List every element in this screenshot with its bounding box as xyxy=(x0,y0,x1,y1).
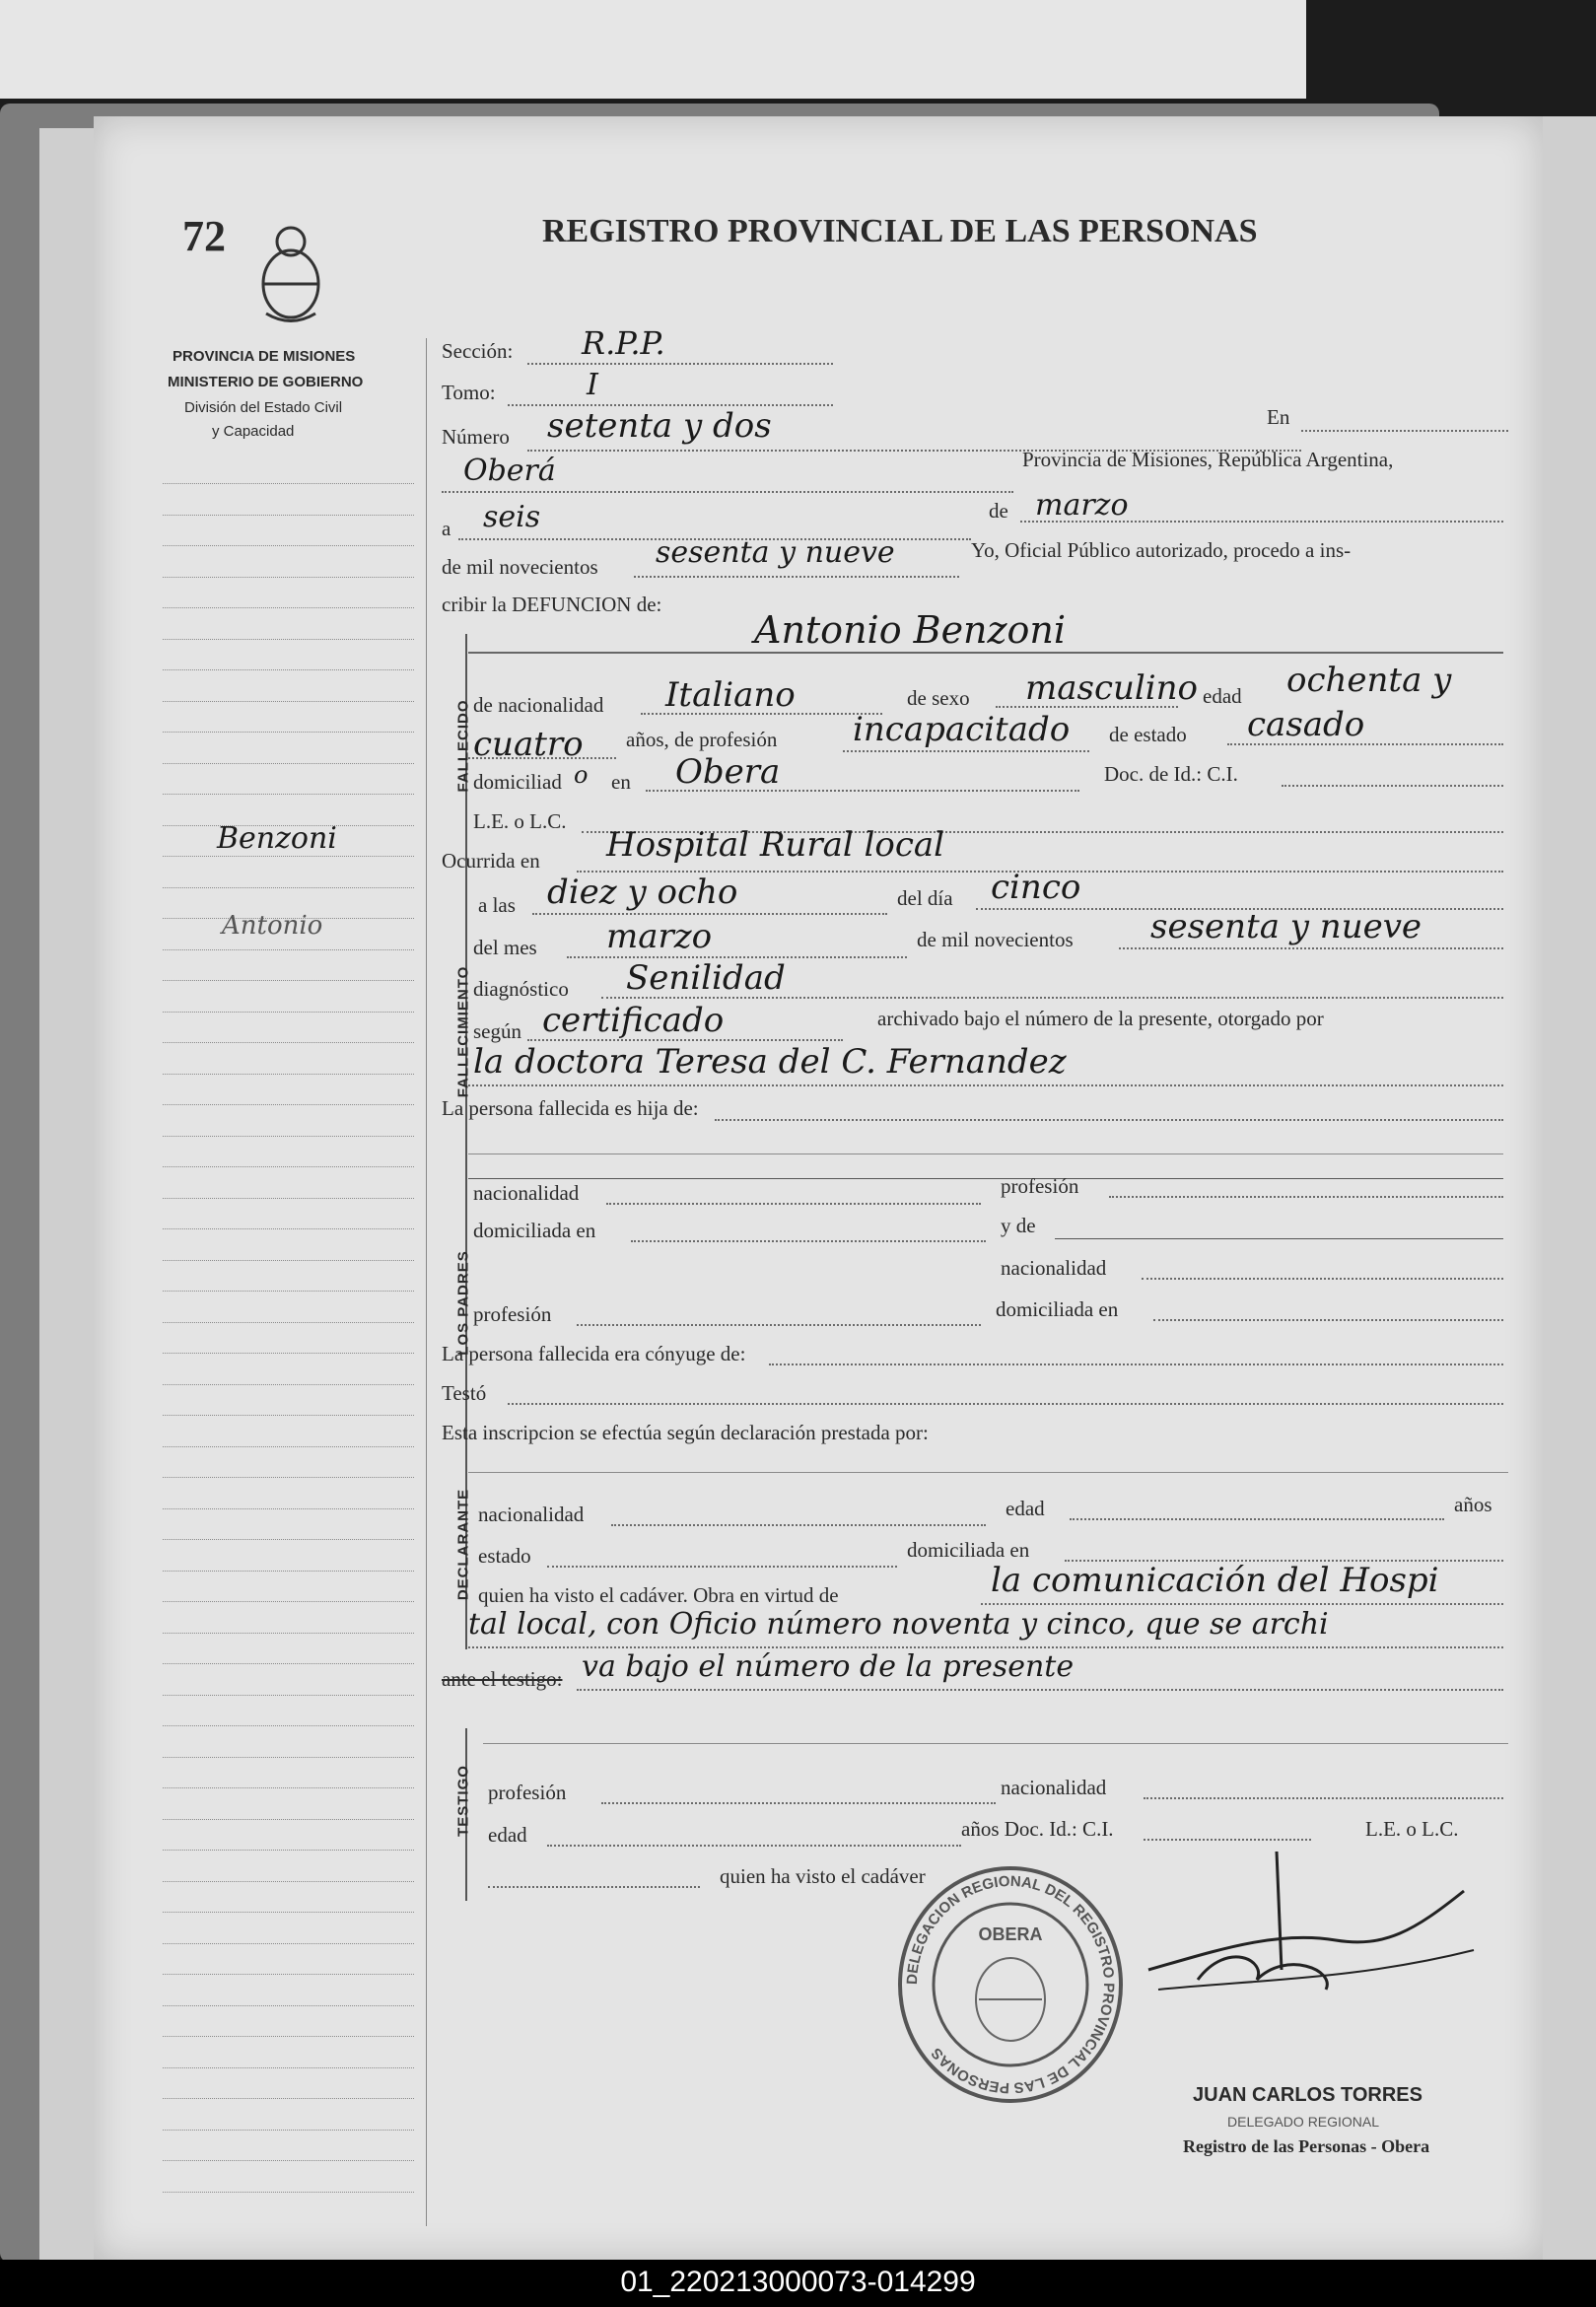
margin-rule-line xyxy=(163,2130,414,2131)
label-declarante-quien: quien ha visto el cadáver. Obra en virtud de xyxy=(478,1583,839,1607)
label-padres-domiciliada: domiciliada en xyxy=(473,1219,596,1242)
label-testigo-profesion: profesión xyxy=(488,1781,567,1804)
office-division: División del Estado Civil xyxy=(184,399,343,416)
margin-rule-line xyxy=(163,1260,414,1261)
margin-rule-line xyxy=(163,1042,414,1043)
label-numero: Número xyxy=(442,425,510,449)
side-label-los-padres: LOS PADRES xyxy=(454,1250,472,1356)
margin-rule-line xyxy=(163,1539,414,1540)
margin-divider xyxy=(426,338,427,2226)
margin-rule-line xyxy=(163,607,414,608)
margin-rule-line xyxy=(163,669,414,670)
label-a: a xyxy=(442,517,451,540)
entry-mes: marzo xyxy=(1035,488,1129,523)
margin-rule-line xyxy=(163,577,414,578)
label-padres-nacionalidad: nacionalidad xyxy=(473,1181,580,1205)
official-stamp xyxy=(892,1861,1129,2108)
label-del-dia: del día xyxy=(897,886,953,910)
label-sexo: de sexo xyxy=(907,686,970,710)
margin-rule-line xyxy=(163,545,414,546)
label-tomo: Tomo: xyxy=(442,381,496,404)
coat-of-arms-icon xyxy=(246,220,335,328)
label-testigo-le: L.E. o L.C. xyxy=(1365,1817,1459,1841)
label-de: de xyxy=(989,499,1008,523)
label-padres-domiciliada2: domiciliada en xyxy=(996,1297,1119,1321)
label-testigo-edad: edad xyxy=(488,1823,527,1847)
side-label-fallecimiento: FALLECIMIENTO xyxy=(454,965,472,1098)
signature-role: DELEGADO REGIONAL xyxy=(1227,2114,1380,2130)
margin-rule-line xyxy=(163,515,414,516)
margin-rule-line xyxy=(163,949,414,950)
entry-seccion: R.P.P. xyxy=(582,324,665,362)
paper-behind xyxy=(0,0,1306,99)
margin-rule-line xyxy=(163,1601,414,1602)
margin-rule-line xyxy=(163,1881,414,1882)
entry-medico: la doctora Teresa del C. Fernandez xyxy=(473,1042,1067,1082)
label-inscripcion: Esta inscripcion se efectúa según declaración prestada por: xyxy=(442,1421,929,1444)
margin-rule-line xyxy=(163,1353,414,1354)
label-declarante-domiciliada: domiciliada en xyxy=(907,1538,1030,1562)
svg-text:DELEGACION REGIONAL DEL REGIST xyxy=(904,1873,1117,2096)
entry-obra-3: va bajo el número de la presente xyxy=(582,1649,1075,1684)
entry-obra-1: la comunicación del Hospi xyxy=(991,1561,1439,1600)
label-testo: Testó xyxy=(442,1381,487,1405)
label-testigo-anos-doc: años Doc. Id.: C.I. xyxy=(961,1817,1114,1841)
stamp-center-text: OBERA xyxy=(978,1924,1043,1944)
entry-sexo: masculino xyxy=(1025,668,1199,708)
label-hija-de: La persona fallecida es hija de: xyxy=(442,1096,699,1120)
margin-rule-line xyxy=(163,2005,414,2006)
entry-dia: seis xyxy=(483,500,541,534)
side-label-fallecido: FALLECIDO xyxy=(454,699,472,793)
margin-rule-line xyxy=(163,1415,414,1416)
margin-rule-line xyxy=(163,1166,414,1167)
margin-rule-line xyxy=(163,1571,414,1572)
margin-rule-line xyxy=(163,763,414,764)
adjacent-page xyxy=(1538,116,1596,2266)
label-archivado: archivado bajo el número de la presente, otorgado por xyxy=(877,1007,1324,1030)
label-en: En xyxy=(1267,405,1290,429)
label-provincia: Provincia de Misiones, República Argentina, xyxy=(1022,448,1394,471)
margin-rule-line xyxy=(163,1663,414,1664)
label-segun: según xyxy=(473,1019,521,1043)
margin-rule-line xyxy=(163,980,414,981)
margin-rule-line xyxy=(163,1198,414,1199)
margin-rule-line xyxy=(163,1912,414,1913)
entry-anio: sesenta y nueve xyxy=(656,535,895,570)
entry-numero: setenta y dos xyxy=(547,406,772,446)
entry-nacionalidad: Italiano xyxy=(665,675,796,715)
margin-rule-line xyxy=(163,1757,414,1758)
label-padres-profesion2: profesión xyxy=(473,1302,552,1326)
label-domiciliad: domiciliad xyxy=(473,770,562,794)
entry-obra-2: tal local, con Oficio número noventa y cinco, que se archi xyxy=(468,1607,1329,1642)
label-padres-profesion: profesión xyxy=(1001,1174,1079,1198)
label-padres-nacionalidad2: nacionalidad xyxy=(1001,1256,1107,1280)
label-anos-profesion: años, de profesión xyxy=(626,728,778,751)
signature-mark xyxy=(1139,1832,1493,2009)
entry-ocurrida: Hospital Rural local xyxy=(606,825,945,865)
entry-edad-2: cuatro xyxy=(473,725,584,764)
label-edad: edad xyxy=(1203,684,1242,708)
margin-rule-line xyxy=(163,1695,414,1696)
margin-rule-line xyxy=(163,1074,414,1075)
margin-rule-line xyxy=(163,701,414,702)
entry-estado: casado xyxy=(1247,705,1365,744)
register-page xyxy=(94,116,1543,2261)
margin-rule-line xyxy=(163,2067,414,2068)
margin-rule-line xyxy=(163,887,414,888)
label-de-mil: de mil novecientos xyxy=(442,555,598,579)
signature-office: Registro de las Personas - Obera xyxy=(1183,2136,1430,2156)
entry-profesion: incapacitado xyxy=(853,710,1071,749)
signature-name: JUAN CARLOS TORRES xyxy=(1193,2084,1423,2106)
margin-rule-line xyxy=(163,1633,414,1634)
label-testigo-quien: quien ha visto el cadáver xyxy=(720,1864,926,1888)
label-declarante-anos: años xyxy=(1454,1493,1492,1516)
entry-segun: certificado xyxy=(542,1001,725,1040)
margin-rule-line xyxy=(163,2036,414,2037)
label-declarante-estado: estado xyxy=(478,1544,531,1568)
label-estado: de estado xyxy=(1109,723,1187,746)
margin-rule-line xyxy=(163,1787,414,1788)
label-a-las: a las xyxy=(478,893,516,917)
margin-rule-line xyxy=(163,1228,414,1229)
stamp-ring-text: DELEGACION REGIONAL DEL REGISTRO PROVINCIAL DE LAS PERSONAS xyxy=(903,1872,1118,2097)
entry-edad-1: ochenta y xyxy=(1286,661,1452,700)
margin-rule-line xyxy=(163,1508,414,1509)
margin-rule-line xyxy=(163,1943,414,1944)
margin-rule-line xyxy=(163,1322,414,1323)
office-ministry: MINISTERIO DE GOBIERNO xyxy=(168,374,364,390)
side-label-testigo: TESTIGO xyxy=(454,1765,472,1837)
office-capacity: y Capacidad xyxy=(212,423,295,440)
margin-rule-line xyxy=(163,1291,414,1292)
label-declarante-nacionalidad: nacionalidad xyxy=(478,1503,585,1526)
margin-rule-line xyxy=(163,794,414,795)
entry-diagnostico: Senilidad xyxy=(626,958,786,998)
label-seccion: Sección: xyxy=(442,339,514,363)
margin-rule-line xyxy=(163,1012,414,1013)
entry-hora: diez y ocho xyxy=(547,873,738,912)
margin-rule-line xyxy=(163,483,414,484)
entry-domiciliado-suffix: o xyxy=(574,761,589,789)
margin-rule-line xyxy=(163,732,414,733)
label-en2: en xyxy=(611,770,631,794)
margin-rule-line xyxy=(163,1725,414,1726)
page-number: 72 xyxy=(182,212,226,260)
label-nacionalidad: de nacionalidad xyxy=(473,693,604,717)
entry-lugar: Oberá xyxy=(463,454,556,488)
entry-nombre: Antonio Benzoni xyxy=(754,608,1067,652)
image-id: 01_220213000073-014299 xyxy=(620,2266,976,2298)
label-testigo-nacionalidad: nacionalidad xyxy=(1001,1776,1107,1799)
label-yo-oficial: Yo, Oficial Público autorizado, procedo a ins- xyxy=(971,538,1352,562)
margin-rule-line xyxy=(163,1819,414,1820)
label-de-mil2: de mil novecientos xyxy=(917,928,1074,951)
margin-rule-line xyxy=(163,1850,414,1851)
margin-rule-line xyxy=(163,2160,414,2161)
label-ante: ante el testigo: xyxy=(442,1667,563,1691)
entry-mes-fallec: marzo xyxy=(606,917,713,956)
margin-rule-line xyxy=(163,1384,414,1385)
margin-rule-line xyxy=(163,856,414,857)
label-cribir: cribir la DEFUNCION de: xyxy=(442,593,662,616)
margin-rule-line xyxy=(163,1136,414,1137)
entry-dia-fallec: cinco xyxy=(991,868,1081,907)
margin-rule-line xyxy=(163,1974,414,1975)
entry-tomo: I xyxy=(587,368,598,402)
label-doc-id: Doc. de Id.: C.I. xyxy=(1104,762,1238,786)
entry-domicilio: Obera xyxy=(675,752,781,792)
label-del-mes: del mes xyxy=(473,936,537,959)
label-ocurrida: Ocurrida en xyxy=(442,849,540,873)
side-label-declarante: DECLARANTE xyxy=(454,1488,472,1601)
margin-rule-line xyxy=(163,1477,414,1478)
margin-surname: Benzoni xyxy=(217,821,337,856)
page-title: REGISTRO PROVINCIAL DE LAS PERSONAS xyxy=(542,213,1258,249)
margin-rule-line xyxy=(163,639,414,640)
margin-given-name: Antonio xyxy=(222,911,323,941)
entry-anio-fallec: sesenta y nueve xyxy=(1150,907,1423,946)
label-padres-y-de: y de xyxy=(1001,1214,1036,1237)
margin-rule-line xyxy=(163,2192,414,2193)
margin-rule-line xyxy=(163,1104,414,1105)
label-declarante-edad: edad xyxy=(1006,1497,1045,1520)
margin-rule-line xyxy=(163,1446,414,1447)
office-province: PROVINCIA DE MISIONES xyxy=(173,348,356,365)
label-conyuge: La persona fallecida era cónyuge de: xyxy=(442,1342,746,1365)
margin-rule-line xyxy=(163,2098,414,2099)
label-le-lc: L.E. o L.C. xyxy=(473,809,567,833)
label-diagnostico: diagnóstico xyxy=(473,977,569,1001)
